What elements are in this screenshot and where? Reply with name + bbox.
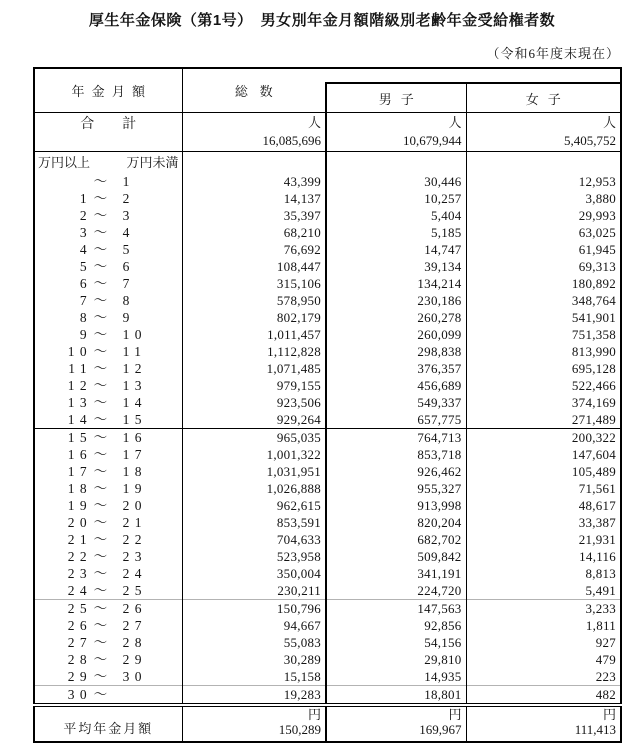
tilde-separator: ～	[93, 310, 108, 325]
table-row	[34, 548, 621, 565]
average-total-cell	[182, 705, 326, 742]
range-cell	[34, 173, 182, 190]
female-value-cell: 541,901	[466, 309, 621, 326]
range-cell	[34, 651, 182, 668]
male-value-cell: 509,842	[326, 548, 466, 565]
male-value-cell: 456,689	[326, 377, 466, 394]
pension-table	[33, 67, 622, 743]
table-row	[34, 309, 621, 326]
male-value-cell: 955,327	[326, 480, 466, 497]
table-row	[34, 275, 621, 292]
range-cell	[34, 463, 182, 480]
table-row	[34, 360, 621, 377]
range-upper-bound: 29	[122, 652, 147, 667]
tilde-separator: ～	[93, 208, 108, 223]
range-cell	[34, 258, 182, 275]
range-cell	[34, 668, 182, 686]
female-value-cell: 3,233	[466, 600, 621, 618]
range-lower-bound: 14	[67, 412, 93, 427]
male-value-cell: 820,204	[326, 514, 466, 531]
range-upper-bound: 24	[122, 566, 147, 581]
tilde-separator: ～	[93, 378, 108, 393]
range-upper-bound: 22	[122, 532, 147, 547]
total-value-cell: 578,950	[182, 292, 326, 309]
female-value-cell: 200,322	[466, 429, 621, 447]
tilde-separator: ～	[93, 259, 108, 274]
female-value-cell: 21,931	[466, 531, 621, 548]
male-value-cell: 682,702	[326, 531, 466, 548]
female-value-cell: 482	[466, 686, 621, 706]
female-value-cell: 3,880	[466, 190, 621, 207]
male-value-cell: 298,838	[326, 343, 466, 360]
tilde-separator: ～	[93, 669, 108, 684]
tilde-separator: ～	[93, 225, 108, 240]
range-upper-bound: 10	[122, 327, 147, 342]
range-lower-bound: 26	[67, 618, 93, 633]
tilde-separator: ～	[93, 174, 108, 189]
range-upper-bound: 4	[122, 225, 135, 240]
total-value-cell: 30,289	[182, 651, 326, 668]
range-upper-bound: 8	[122, 293, 135, 308]
range-cell	[34, 326, 182, 343]
range-upper-bound: 6	[122, 259, 135, 274]
range-lower-bound: 3	[79, 225, 93, 240]
range-lower-bound: 13	[67, 395, 93, 410]
tilde-separator: ～	[93, 242, 108, 257]
male-value-cell: 764,713	[326, 429, 466, 447]
average-male-value: 169,967	[419, 722, 462, 737]
table-row	[34, 258, 621, 275]
range-lower-bound: 29	[67, 669, 93, 684]
range-upper-bound: 20	[122, 498, 147, 513]
male-value-cell: 54,156	[326, 634, 466, 651]
range-upper-bound: 5	[122, 242, 135, 257]
tilde-separator: ～	[93, 635, 108, 650]
table-row	[34, 377, 621, 394]
tilde-separator: ～	[93, 601, 108, 616]
female-value-cell: 223	[466, 668, 621, 686]
tilde-separator: ～	[93, 549, 108, 564]
empty-cell	[182, 152, 326, 174]
male-value-cell: 39,134	[326, 258, 466, 275]
tilde-separator: ～	[93, 191, 108, 206]
range-lower-bound: 20	[67, 515, 93, 530]
table-row	[34, 514, 621, 531]
female-value-cell: 105,489	[466, 463, 621, 480]
col-header-pension-amount: 年金月額	[71, 84, 153, 99]
total-value-cell: 94,667	[182, 617, 326, 634]
range-lower-bound: 25	[67, 601, 93, 616]
table-row	[34, 207, 621, 224]
range-lower-bound: 7	[79, 293, 93, 308]
total-value-cell: 929,264	[182, 411, 326, 429]
table-row	[34, 531, 621, 548]
female-value-cell: 1,811	[466, 617, 621, 634]
grand-total-total-cell	[182, 113, 326, 152]
male-value-cell: 30,446	[326, 173, 466, 190]
range-cell	[34, 360, 182, 377]
range-upper-bound: 19	[122, 481, 147, 496]
male-value-cell: 926,462	[326, 463, 466, 480]
table-row	[34, 326, 621, 343]
male-value-cell: 29,810	[326, 651, 466, 668]
total-value-cell: 15,158	[182, 668, 326, 686]
range-upper-bound: 14	[122, 395, 147, 410]
range-cell	[34, 224, 182, 241]
female-value-cell: 180,892	[466, 275, 621, 292]
tilde-separator: ～	[93, 276, 108, 291]
male-value-cell: 10,257	[326, 190, 466, 207]
male-value-cell: 14,747	[326, 241, 466, 258]
total-value-cell: 150,796	[182, 600, 326, 618]
unit-yen-label: 円	[448, 707, 462, 722]
table-row	[34, 224, 621, 241]
total-value-cell: 35,397	[182, 207, 326, 224]
female-value-cell: 348,764	[466, 292, 621, 309]
tilde-separator: ～	[93, 652, 108, 667]
range-cell	[34, 309, 182, 326]
female-value-cell: 5,491	[466, 582, 621, 600]
total-value-cell: 923,506	[182, 394, 326, 411]
total-value-cell: 350,004	[182, 565, 326, 582]
male-value-cell: 341,191	[326, 565, 466, 582]
total-value-cell: 1,071,485	[182, 360, 326, 377]
male-value-cell: 134,214	[326, 275, 466, 292]
range-lower-unit-label: 万円以上	[38, 155, 91, 170]
range-cell	[34, 686, 182, 706]
range-cell	[34, 411, 182, 429]
table-row	[34, 394, 621, 411]
table-row	[34, 190, 621, 207]
total-value-cell: 68,210	[182, 224, 326, 241]
male-value-cell: 260,099	[326, 326, 466, 343]
total-value-cell: 19,283	[182, 686, 326, 706]
grand-total-male-cell	[326, 113, 466, 152]
range-cell	[34, 275, 182, 292]
table-row	[34, 668, 621, 686]
range-upper-bound	[109, 686, 182, 703]
male-value-cell: 18,801	[326, 686, 466, 706]
female-value-cell: 813,990	[466, 343, 621, 360]
range-lower-bound: 6	[79, 276, 93, 291]
range-cell	[34, 429, 182, 447]
table-row	[34, 411, 621, 429]
female-value-cell: 63,025	[466, 224, 621, 241]
table-row	[34, 497, 621, 514]
female-value-cell: 29,993	[466, 207, 621, 224]
female-value-cell: 522,466	[466, 377, 621, 394]
range-upper-bound: 9	[122, 310, 135, 325]
table-row	[34, 463, 621, 480]
range-upper-bound: 21	[122, 515, 147, 530]
grand-total-label: 合 計	[34, 113, 182, 152]
range-lower-bound: 8	[79, 310, 93, 325]
range-lower-bound: 9	[79, 327, 93, 342]
total-value-cell: 1,112,828	[182, 343, 326, 360]
male-value-cell: 853,718	[326, 446, 466, 463]
range-lower-bound: 5	[79, 259, 93, 274]
female-value-cell: 271,489	[466, 411, 621, 429]
total-value-cell: 43,399	[182, 173, 326, 190]
total-value-cell: 962,615	[182, 497, 326, 514]
range-upper-bound: 11	[122, 344, 147, 359]
range-lower-bound: 12	[67, 378, 93, 393]
unit-yen-label: 円	[602, 707, 616, 722]
range-cell	[34, 565, 182, 582]
female-value-cell: 14,116	[466, 548, 621, 565]
total-value-cell: 76,692	[182, 241, 326, 258]
range-lower-bound: 11	[68, 361, 93, 376]
total-value-cell: 108,447	[182, 258, 326, 275]
male-value-cell: 14,935	[326, 668, 466, 686]
range-upper-bound: 7	[122, 276, 135, 291]
range-cell	[34, 514, 182, 531]
male-value-cell: 657,775	[326, 411, 466, 429]
range-cell	[34, 582, 182, 600]
female-value-cell: 147,604	[466, 446, 621, 463]
range-lower-bound: 16	[67, 447, 93, 462]
male-value-cell: 92,856	[326, 617, 466, 634]
table-row	[34, 446, 621, 463]
range-cell	[34, 600, 182, 618]
female-value-cell: 71,561	[466, 480, 621, 497]
range-upper-bound: 30	[122, 669, 147, 684]
tilde-separator: ～	[93, 481, 108, 496]
female-value-cell: 695,128	[466, 360, 621, 377]
range-lower-bound: 2	[79, 208, 93, 223]
range-upper-bound: 1	[122, 174, 135, 189]
total-value-cell: 14,137	[182, 190, 326, 207]
total-value-cell: 979,155	[182, 377, 326, 394]
grand-total-row	[34, 113, 621, 152]
table-row	[34, 600, 621, 618]
average-male-cell	[326, 705, 466, 742]
tilde-separator: ～	[93, 532, 108, 547]
range-lower-bound: 10	[67, 344, 93, 359]
table-row	[34, 241, 621, 258]
male-value-cell: 913,998	[326, 497, 466, 514]
range-upper-unit-label: 万円未満	[126, 155, 179, 170]
tilde-separator: ～	[93, 583, 108, 598]
col-header-male: 男子	[326, 83, 466, 113]
range-cell	[34, 190, 182, 207]
empty-cell	[326, 152, 466, 174]
total-value-cell: 523,958	[182, 548, 326, 565]
range-cell	[34, 292, 182, 309]
range-upper-bound: 27	[122, 618, 147, 633]
range-upper-bound: 16	[122, 430, 147, 445]
male-value-cell: 260,278	[326, 309, 466, 326]
average-amount-label: 平均年金月額	[34, 705, 182, 742]
col-header-female: 女子	[466, 83, 621, 113]
tilde-separator: ～	[93, 566, 108, 581]
range-lower-bound: 28	[67, 652, 93, 667]
col-header-total: 総数	[182, 68, 326, 113]
grand-total-male-value: 10,679,944	[403, 133, 462, 148]
table-row	[34, 343, 621, 360]
range-cell	[34, 207, 182, 224]
header-row-upper	[34, 68, 621, 83]
gender-header-spacer	[326, 68, 621, 83]
range-cell	[34, 394, 182, 411]
range-lower-bound: 18	[67, 481, 93, 496]
table-row	[34, 173, 621, 190]
range-upper-bound: 28	[122, 635, 147, 650]
unit-person-label: 人	[307, 115, 321, 130]
total-value-cell: 315,106	[182, 275, 326, 292]
tilde-separator: ～	[93, 344, 108, 359]
range-cell	[34, 497, 182, 514]
table-row	[34, 480, 621, 497]
grand-total-female-value: 5,405,752	[564, 133, 616, 148]
male-value-cell: 147,563	[326, 600, 466, 618]
grand-total-total-value: 16,085,696	[262, 133, 321, 148]
unit-person-label: 人	[448, 115, 462, 130]
range-lower-bound: 4	[79, 242, 93, 257]
total-value-cell: 802,179	[182, 309, 326, 326]
tilde-separator: ～	[93, 447, 108, 462]
total-value-cell: 55,083	[182, 634, 326, 651]
tilde-separator: ～	[93, 687, 108, 702]
average-female-value: 111,413	[574, 722, 616, 737]
range-upper-bound: 17	[122, 447, 147, 462]
range-upper-bound: 25	[122, 583, 147, 598]
range-lower-bound: 19	[67, 498, 93, 513]
table-row	[34, 634, 621, 651]
grand-total-female-cell	[466, 113, 621, 152]
male-value-cell: 5,185	[326, 224, 466, 241]
range-upper-bound: 2	[122, 191, 135, 206]
range-upper-bound: 23	[122, 549, 147, 564]
range-cell	[34, 241, 182, 258]
male-value-cell: 5,404	[326, 207, 466, 224]
tilde-separator: ～	[93, 361, 108, 376]
tilde-separator: ～	[93, 293, 108, 308]
range-lower-bound: 15	[67, 430, 93, 445]
report-date: （令和6年度末現在）	[486, 46, 620, 61]
male-value-cell: 549,337	[326, 394, 466, 411]
table-row	[34, 617, 621, 634]
total-value-cell: 1,031,951	[182, 463, 326, 480]
tilde-separator: ～	[93, 515, 108, 530]
range-cell	[34, 617, 182, 634]
page-title: 厚生年金保険（第1号） 男女別年金月額階級別老齢年金受給権者数	[88, 12, 556, 29]
range-lower-bound: 1	[79, 191, 93, 206]
range-lower-bound: 22	[67, 549, 93, 564]
range-unit-header-cell	[34, 152, 182, 174]
female-value-cell: 69,313	[466, 258, 621, 275]
range-cell	[34, 548, 182, 565]
range-lower-bound: 30	[67, 687, 93, 702]
female-value-cell: 12,953	[466, 173, 621, 190]
range-cell	[34, 634, 182, 651]
male-value-cell: 376,357	[326, 360, 466, 377]
range-cell	[34, 446, 182, 463]
male-value-cell: 224,720	[326, 582, 466, 600]
female-value-cell: 751,358	[466, 326, 621, 343]
female-value-cell: 61,945	[466, 241, 621, 258]
range-upper-bound: 13	[122, 378, 147, 393]
total-value-cell: 230,211	[182, 582, 326, 600]
female-value-cell: 927	[466, 634, 621, 651]
tilde-separator: ～	[93, 430, 108, 445]
average-female-cell	[466, 705, 621, 742]
total-value-cell: 853,591	[182, 514, 326, 531]
range-upper-bound: 26	[122, 601, 147, 616]
average-total-value: 150,289	[278, 722, 321, 737]
range-unit-header-row	[34, 152, 621, 174]
female-value-cell: 33,387	[466, 514, 621, 531]
total-value-cell: 704,633	[182, 531, 326, 548]
range-cell	[34, 531, 182, 548]
range-lower-bound: 27	[67, 635, 93, 650]
range-cell	[34, 480, 182, 497]
total-value-cell: 1,026,888	[182, 480, 326, 497]
total-value-cell: 965,035	[182, 429, 326, 447]
range-upper-bound: 15	[122, 412, 147, 427]
range-lower-bound	[35, 173, 92, 190]
male-value-cell: 230,186	[326, 292, 466, 309]
average-amount-row	[34, 705, 621, 742]
female-value-cell: 8,813	[466, 565, 621, 582]
tilde-separator: ～	[93, 327, 108, 342]
range-upper-bound: 3	[122, 208, 135, 223]
female-value-cell: 374,169	[466, 394, 621, 411]
range-cell	[34, 377, 182, 394]
empty-cell	[466, 152, 621, 174]
table-row	[34, 292, 621, 309]
tilde-separator: ～	[93, 618, 108, 633]
range-lower-bound: 23	[67, 566, 93, 581]
table-row	[34, 429, 621, 447]
female-value-cell: 48,617	[466, 497, 621, 514]
table-row	[34, 582, 621, 600]
tilde-separator: ～	[93, 412, 108, 427]
tilde-separator: ～	[93, 395, 108, 410]
unit-yen-label: 円	[307, 707, 321, 722]
range-cell	[34, 343, 182, 360]
tilde-separator: ～	[93, 464, 108, 479]
range-lower-bound: 24	[67, 583, 93, 598]
unit-person-label: 人	[602, 115, 616, 130]
table-row	[34, 651, 621, 668]
range-upper-bound: 18	[122, 464, 147, 479]
total-value-cell: 1,011,457	[182, 326, 326, 343]
female-value-cell: 479	[466, 651, 621, 668]
tilde-separator: ～	[93, 498, 108, 513]
total-value-cell: 1,001,322	[182, 446, 326, 463]
range-lower-bound: 21	[67, 532, 93, 547]
table-row	[34, 565, 621, 582]
range-lower-bound: 17	[67, 464, 93, 479]
range-upper-bound: 12	[122, 361, 147, 376]
table-row	[34, 686, 621, 706]
